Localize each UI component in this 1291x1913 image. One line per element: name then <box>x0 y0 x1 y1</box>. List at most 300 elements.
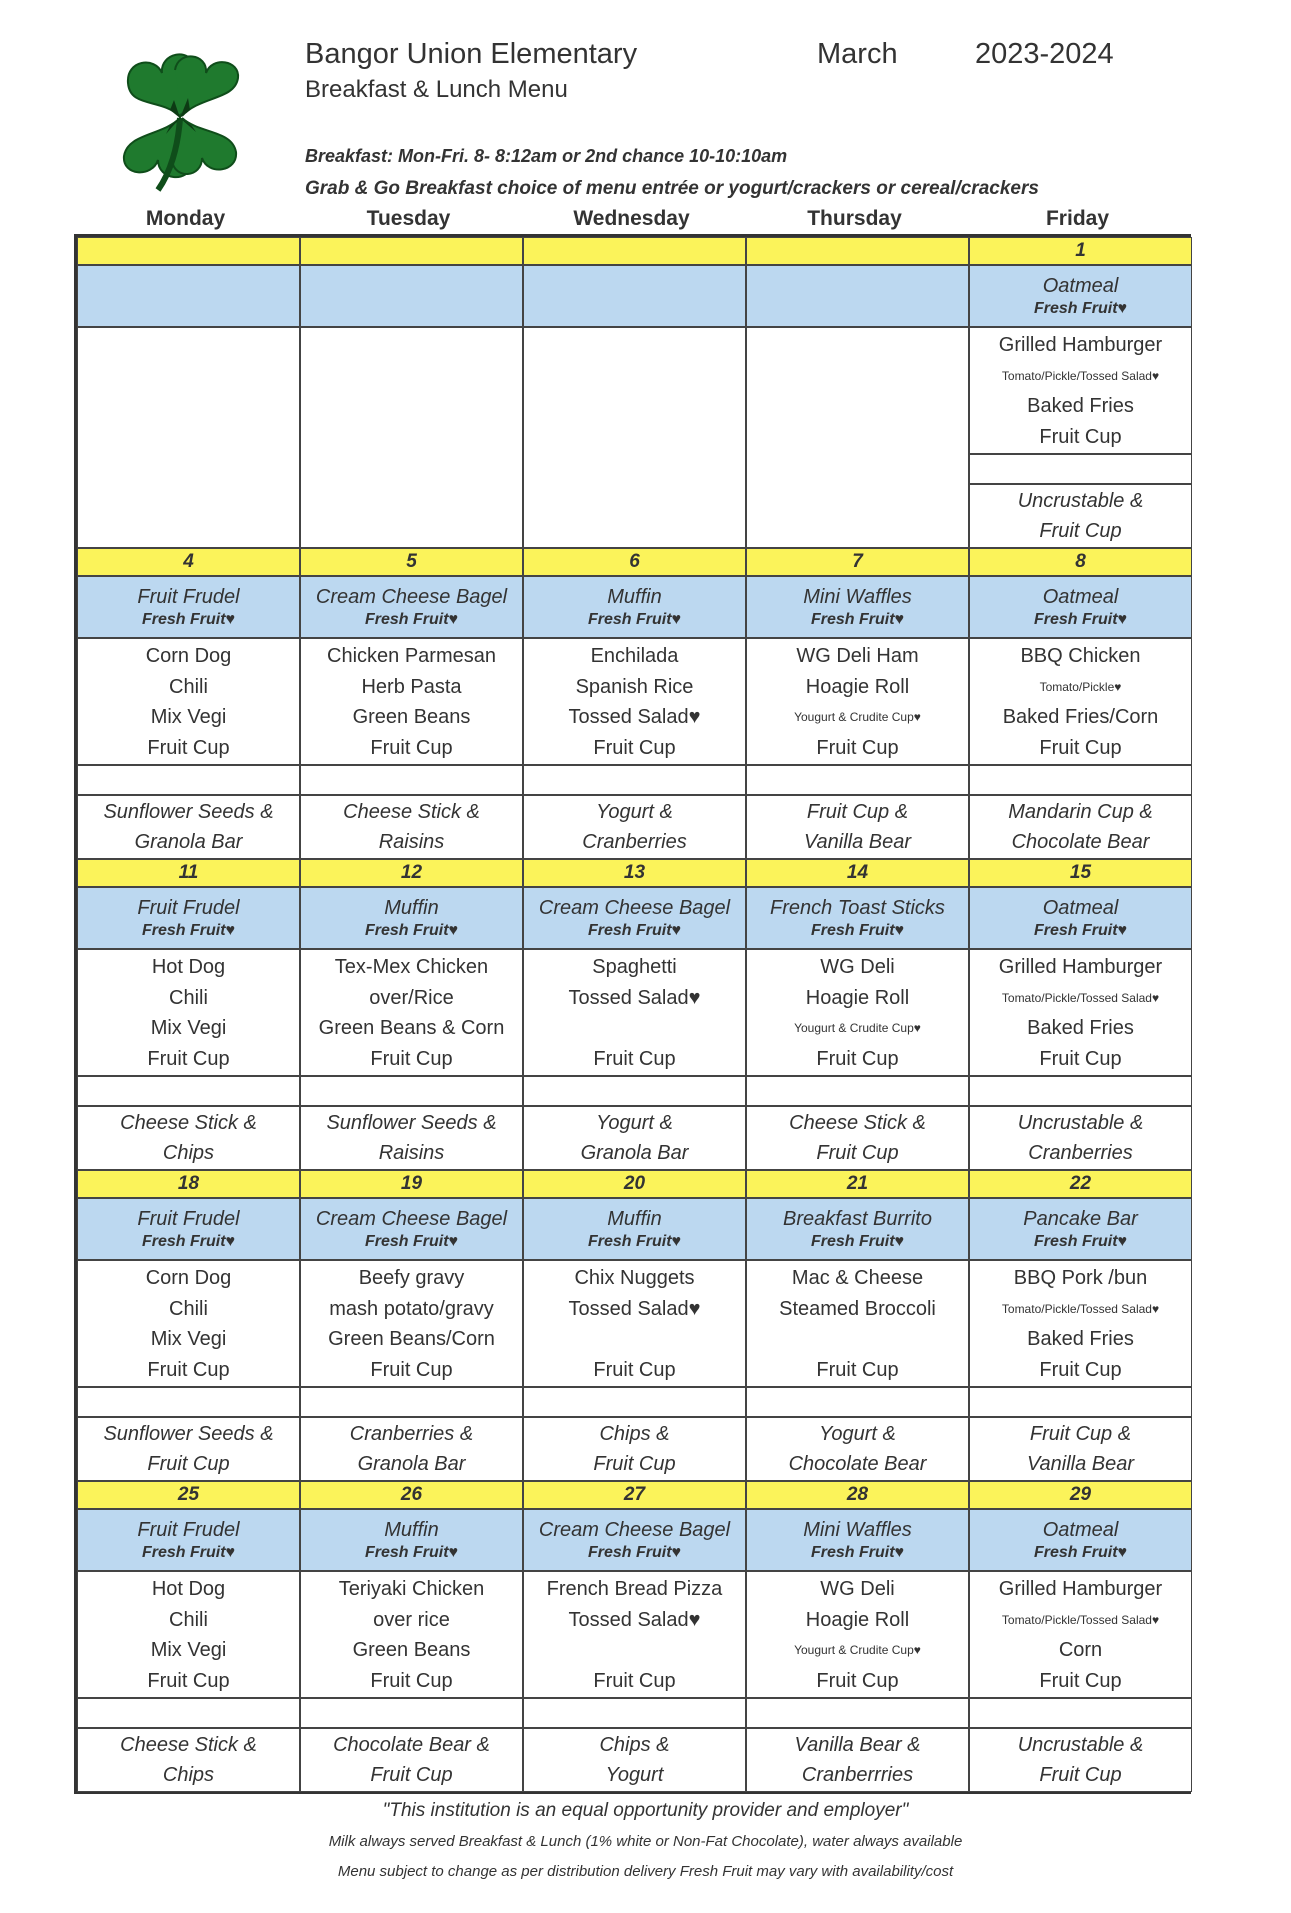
lunch-cell <box>969 1571 1192 1698</box>
lunch-item: Fruit Cup <box>593 1669 676 1692</box>
breakfast-cell <box>300 1509 523 1571</box>
breakfast-fruit: Fresh Fruit♥ <box>810 610 905 628</box>
snack-item: Chips & <box>599 1423 670 1445</box>
menu-month: March <box>817 38 898 70</box>
snack-item: Yogurt & <box>596 801 673 823</box>
breakfast-item: Breakfast Burrito <box>783 1207 932 1230</box>
date-number: 4 <box>183 551 194 572</box>
snack-item: Cranberries <box>582 831 687 853</box>
date-cell <box>523 1481 746 1509</box>
snack-cell <box>523 1106 746 1170</box>
date-cell <box>77 237 300 265</box>
lunch-cell <box>746 1571 969 1698</box>
spacer-cell <box>746 765 969 795</box>
lunch-item: Green Beans/Corn <box>328 1328 495 1350</box>
lunch-item: Hoagie Roll <box>805 1608 910 1631</box>
spacer-cell <box>523 1076 746 1106</box>
lunch-item: Spaghetti <box>592 956 677 978</box>
breakfast-fruit: Fresh Fruit♥ <box>141 1232 236 1250</box>
spacer-cell <box>969 765 1192 795</box>
lunch-cell <box>300 638 523 765</box>
snack-item: Vanilla Bear <box>803 831 912 853</box>
breakfast-cell <box>746 265 969 327</box>
breakfast-cell <box>300 887 523 949</box>
breakfast-cell <box>77 265 300 327</box>
lunch-item: Tossed Salad♥ <box>568 1297 701 1320</box>
lunch-item: Tomato/Pickle/Tossed Salad♥ <box>1001 1301 1160 1316</box>
date-cell <box>746 237 969 265</box>
breakfast-fruit: Fresh Fruit♥ <box>141 1543 236 1561</box>
breakfast-cell <box>523 576 746 638</box>
lunch-item: Fruit Cup <box>370 1047 453 1070</box>
lunch-cell <box>300 1571 523 1698</box>
lunch-item: BBQ Chicken <box>1020 645 1141 667</box>
lunch-cell <box>523 1260 746 1387</box>
snack-item: Raisins <box>378 1142 445 1164</box>
menu-subtitle: Breakfast & Lunch Menu <box>305 76 568 103</box>
date-number: 13 <box>623 862 646 883</box>
snack-item: Chocolate Bear & <box>333 1734 490 1756</box>
breakfast-cell <box>523 1509 746 1571</box>
lunch-item: Teriyaki Chicken <box>338 1578 485 1600</box>
breakfast-fruit: Fresh Fruit♥ <box>1033 1232 1128 1250</box>
lunch-item: Fruit Cup <box>370 736 453 759</box>
date-number: 22 <box>1069 1173 1092 1194</box>
lunch-item: Chili <box>169 1608 208 1631</box>
breakfast-cell <box>77 576 300 638</box>
snack-cell <box>523 795 746 859</box>
lunch-item: Fruit Cup <box>1039 425 1122 448</box>
breakfast-item: Oatmeal <box>1042 896 1119 919</box>
breakfast-cell <box>77 1198 300 1260</box>
lunch-item: Fruit Cup <box>370 1669 453 1692</box>
snack-item: Fruit Cup <box>1039 520 1122 542</box>
lunch-item: Baked Fries <box>1027 395 1134 417</box>
lunch-item: Fruit Cup <box>1039 1358 1122 1381</box>
lunch-cell <box>746 1260 969 1387</box>
lunch-item: Hoagie Roll <box>805 986 910 1009</box>
breakfast-cell <box>77 1509 300 1571</box>
menu-calendar-grid <box>74 234 1191 1794</box>
lunch-item: BBQ Pork /bun <box>1013 1267 1148 1289</box>
snack-item: Yogurt & <box>819 1423 896 1445</box>
spacer-cell <box>523 1387 746 1417</box>
snack-cell <box>523 1417 746 1481</box>
spacer-cell <box>746 1698 969 1728</box>
breakfast-cell <box>300 1198 523 1260</box>
breakfast-item: Cream Cheese Bagel <box>315 1207 508 1230</box>
snack-cell <box>746 1417 969 1481</box>
spacer-cell <box>523 765 746 795</box>
snack-item: Fruit Cup <box>1039 1764 1122 1786</box>
snack-cell <box>300 1728 523 1792</box>
breakfast-fruit: Fresh Fruit♥ <box>364 610 459 628</box>
snack-cell <box>77 1728 300 1792</box>
lunch-item: Chicken Parmesan <box>327 645 496 667</box>
lunch-cell <box>300 949 523 1076</box>
breakfast-fruit: Fresh Fruit♥ <box>1033 299 1128 317</box>
breakfast-cell <box>523 265 746 327</box>
spacer-cell <box>300 765 523 795</box>
lunch-item: Grilled Hamburger <box>998 956 1163 978</box>
spacer-cell <box>300 1387 523 1417</box>
snack-item: Sunflower Seeds & <box>103 1423 274 1445</box>
breakfast-item: Cream Cheese Bagel <box>538 896 731 919</box>
breakfast-fruit: Fresh Fruit♥ <box>587 610 682 628</box>
spacer-cell <box>300 1076 523 1106</box>
lunch-item: Fruit Cup <box>816 736 899 759</box>
date-cell <box>746 1170 969 1198</box>
breakfast-item: Muffin <box>384 1518 439 1541</box>
lunch-item: Fruit Cup <box>147 736 230 759</box>
snack-item: Chips & <box>599 1734 670 1756</box>
lunch-item: Fruit Cup <box>816 1047 899 1070</box>
breakfast-item: Oatmeal <box>1042 1518 1119 1541</box>
date-cell <box>77 1481 300 1509</box>
snack-item: Fruit Cup & <box>806 801 909 823</box>
snack-cell <box>523 1728 746 1792</box>
lunch-item: Tossed Salad♥ <box>568 706 701 728</box>
lunch-item: Chix Nuggets <box>574 1267 695 1289</box>
day-header-thursday: Thursday <box>807 207 902 230</box>
lunch-item: Tomato/Pickle/Tossed Salad♥ <box>1001 368 1160 383</box>
lunch-item: Fruit Cup <box>1039 1047 1122 1070</box>
snack-item: Cranberrries <box>801 1764 914 1786</box>
breakfast-fruit: Fresh Fruit♥ <box>587 921 682 939</box>
breakfast-item: Muffin <box>384 896 439 919</box>
lunch-item: Yougurt & Crudite Cup♥ <box>794 710 921 724</box>
breakfast-cell <box>746 887 969 949</box>
lunch-item <box>524 1013 745 1044</box>
lunch-cell <box>77 638 300 765</box>
breakfast-cell <box>300 265 523 327</box>
date-cell <box>77 1170 300 1198</box>
spacer-cell <box>77 1387 300 1417</box>
date-number: 6 <box>629 551 640 572</box>
lunch-item: Mix Vegi <box>150 1017 227 1039</box>
four-leaf-clover-icon <box>100 38 260 198</box>
snack-item: Cranberries & <box>349 1423 474 1445</box>
lunch-item: Grilled Hamburger <box>998 334 1163 356</box>
breakfast-item: Oatmeal <box>1042 274 1119 297</box>
snack-cell <box>969 1106 1192 1170</box>
lunch-item: over rice <box>373 1608 450 1631</box>
day-header-tuesday: Tuesday <box>366 207 451 230</box>
date-number: 5 <box>406 551 417 572</box>
date-number: 18 <box>177 1173 200 1194</box>
spacer-cell <box>969 1698 1192 1728</box>
snack-cell <box>746 1728 969 1792</box>
breakfast-fruit: Fresh Fruit♥ <box>1033 921 1128 939</box>
lunch-item: Steamed Broccoli <box>779 1297 936 1320</box>
snack-item: Cheese Stick & <box>120 1112 257 1134</box>
date-cell <box>969 237 1192 265</box>
breakfast-item: French Toast Sticks <box>770 896 945 919</box>
lunch-item: Chili <box>169 1297 208 1320</box>
snack-item: Yogurt & <box>596 1112 673 1134</box>
snack-item: Sunflower Seeds & <box>103 801 274 823</box>
breakfast-item: Cream Cheese Bagel <box>538 1518 731 1541</box>
date-cell <box>300 1481 523 1509</box>
snack-cell <box>969 1417 1192 1481</box>
lunch-item: Spanish Rice <box>575 675 694 698</box>
snack-item: Chocolate Bear <box>1011 831 1150 853</box>
date-number: 20 <box>623 1173 646 1194</box>
snack-item: Uncrustable & <box>1017 1734 1144 1756</box>
spacer-cell <box>77 1698 300 1728</box>
date-number: 19 <box>400 1173 423 1194</box>
date-number: 15 <box>1069 862 1092 883</box>
snack-cell <box>77 795 300 859</box>
day-header-monday: Monday <box>145 207 226 230</box>
lunch-item: mash potato/gravy <box>329 1297 494 1320</box>
breakfast-fruit: Fresh Fruit♥ <box>810 921 905 939</box>
date-cell <box>300 548 523 576</box>
snack-item: Chips <box>162 1142 215 1164</box>
snack-item: Yogurt <box>605 1764 664 1786</box>
lunch-item: WG Deli <box>820 956 895 978</box>
date-cell <box>746 548 969 576</box>
snack-item: Vanilla Bear & <box>794 1734 921 1756</box>
snack-item: Fruit Cup <box>593 1453 676 1475</box>
snack-item: Cheese Stick & <box>789 1112 926 1134</box>
snack-item: Vanilla Bear <box>1026 1453 1135 1475</box>
lunch-cell <box>523 949 746 1076</box>
breakfast-fruit: Fresh Fruit♥ <box>364 1543 459 1561</box>
lunch-item <box>524 1635 745 1666</box>
spacer-cell <box>969 1387 1192 1417</box>
lunch-item: Tomato/Pickle/Tossed Salad♥ <box>1001 1612 1160 1627</box>
snack-cell <box>969 484 1192 548</box>
lunch-item: French Bread Pizza <box>546 1578 723 1600</box>
date-number: 12 <box>400 862 423 883</box>
date-number: 14 <box>846 862 869 883</box>
empty-day-cell <box>523 327 746 548</box>
breakfast-item: Fruit Frudel <box>137 1207 240 1230</box>
snack-item: Fruit Cup <box>370 1764 453 1786</box>
lunch-item: WG Deli <box>820 1578 895 1600</box>
breakfast-fruit: Fresh Fruit♥ <box>141 921 236 939</box>
school-year: 2023-2024 <box>975 38 1114 70</box>
lunch-item: Tossed Salad♥ <box>568 986 701 1009</box>
date-cell <box>300 859 523 887</box>
lunch-item: Grilled Hamburger <box>998 1578 1163 1600</box>
breakfast-item: Oatmeal <box>1042 585 1119 608</box>
date-number: 29 <box>1069 1484 1092 1505</box>
lunch-item: Fruit Cup <box>593 1047 676 1070</box>
breakfast-cell <box>969 1509 1192 1571</box>
lunch-item: Green Beans & Corn <box>318 1017 505 1039</box>
breakfast-item: Fruit Frudel <box>137 1518 240 1541</box>
snack-item: Cheese Stick & <box>120 1734 257 1756</box>
spacer-cell <box>746 1387 969 1417</box>
lunch-item: Corn Dog <box>145 645 232 667</box>
snack-item: Fruit Cup & <box>1029 1423 1132 1445</box>
date-cell <box>523 1170 746 1198</box>
lunch-item: over/Rice <box>369 986 454 1009</box>
breakfast-cell <box>969 887 1192 949</box>
breakfast-item: Muffin <box>607 1207 662 1230</box>
breakfast-fruit: Fresh Fruit♥ <box>364 921 459 939</box>
breakfast-item: Mini Waffles <box>803 1518 912 1541</box>
date-number: 8 <box>1075 551 1086 572</box>
date-number: 1 <box>1075 240 1086 261</box>
breakfast-item: Fruit Frudel <box>137 585 240 608</box>
day-header-wednesday: Wednesday <box>573 207 690 230</box>
breakfast-fruit: Fresh Fruit♥ <box>364 1232 459 1250</box>
snack-item: Mandarin Cup & <box>1008 801 1153 823</box>
spacer-cell <box>969 454 1192 484</box>
breakfast-fruit: Fresh Fruit♥ <box>1033 1543 1128 1561</box>
date-cell <box>300 1170 523 1198</box>
lunch-item: Mix Vegi <box>150 1328 227 1350</box>
snack-cell <box>969 795 1192 859</box>
date-cell <box>300 237 523 265</box>
lunch-cell <box>77 1260 300 1387</box>
lunch-cell <box>746 638 969 765</box>
lunch-item: Fruit Cup <box>816 1669 899 1692</box>
date-cell <box>969 859 1192 887</box>
breakfast-item: Fruit Frudel <box>137 896 240 919</box>
breakfast-cell <box>523 887 746 949</box>
breakfast-item: Muffin <box>607 585 662 608</box>
lunch-item: Yougurt & Crudite Cup♥ <box>794 1021 921 1035</box>
empty-day-cell <box>77 327 300 548</box>
lunch-item: Fruit Cup <box>593 736 676 759</box>
lunch-cell <box>523 638 746 765</box>
spacer-cell <box>746 1076 969 1106</box>
lunch-item: Tossed Salad♥ <box>568 1608 701 1631</box>
breakfast-cell <box>77 887 300 949</box>
snack-item: Fruit Cup <box>147 1453 230 1475</box>
snack-item: Sunflower Seeds & <box>326 1112 497 1134</box>
snack-item: Fruit Cup <box>816 1142 899 1164</box>
lunch-item: Herb Pasta <box>361 675 462 698</box>
breakfast-cell <box>746 576 969 638</box>
lunch-cell <box>77 1571 300 1698</box>
lunch-item: Fruit Cup <box>1039 736 1122 759</box>
breakfast-cell <box>969 1198 1192 1260</box>
breakfast-fruit: Fresh Fruit♥ <box>810 1543 905 1561</box>
breakfast-fruit: Fresh Fruit♥ <box>1033 610 1128 628</box>
lunch-cell <box>523 1571 746 1698</box>
breakfast-item: Cream Cheese Bagel <box>315 585 508 608</box>
date-number: 27 <box>623 1484 646 1505</box>
lunch-item: Corn <box>1058 1639 1103 1661</box>
spacer-cell <box>523 1698 746 1728</box>
snack-item: Granola Bar <box>357 1453 466 1475</box>
breakfast-cell <box>523 1198 746 1260</box>
breakfast-fruit: Fresh Fruit♥ <box>587 1543 682 1561</box>
empty-day-cell <box>300 327 523 548</box>
snack-item: Uncrustable & <box>1017 490 1144 512</box>
spacer-cell <box>969 1076 1192 1106</box>
lunch-item: Mix Vegi <box>150 1639 227 1661</box>
date-cell <box>523 859 746 887</box>
breakfast-fruit: Fresh Fruit♥ <box>141 610 236 628</box>
snack-cell <box>300 1106 523 1170</box>
snack-cell <box>969 1728 1192 1792</box>
snack-item: Granola Bar <box>134 831 243 853</box>
lunch-cell <box>300 1260 523 1387</box>
lunch-item: Fruit Cup <box>147 1358 230 1381</box>
day-header-friday: Friday <box>1045 207 1110 230</box>
breakfast-cell <box>746 1198 969 1260</box>
date-number: 21 <box>846 1173 869 1194</box>
date-cell <box>969 1170 1192 1198</box>
lunch-item: Tex-Mex Chicken <box>334 956 489 978</box>
breakfast-item: Pancake Bar <box>1023 1207 1138 1230</box>
date-number: 11 <box>178 862 199 883</box>
spacer-cell <box>77 765 300 795</box>
date-number: 25 <box>177 1484 200 1505</box>
lunch-item <box>747 1324 968 1355</box>
spacer-cell <box>77 1076 300 1106</box>
snack-item: Uncrustable & <box>1017 1112 1144 1134</box>
lunch-item: Baked Fries <box>1027 1017 1134 1039</box>
grab-and-go-note: Grab & Go Breakfast choice of menu entrée or yogurt/crackers or cereal/crackers <box>305 178 1039 199</box>
lunch-item: Chili <box>169 675 208 698</box>
breakfast-cell <box>300 576 523 638</box>
lunch-item: Baked Fries <box>1027 1328 1134 1350</box>
lunch-cell <box>746 949 969 1076</box>
lunch-item: Fruit Cup <box>147 1669 230 1692</box>
lunch-cell <box>969 949 1192 1076</box>
snack-item: Raisins <box>378 831 445 853</box>
lunch-item: WG Deli Ham <box>796 645 919 667</box>
lunch-item: Hot Dog <box>151 1578 226 1600</box>
lunch-item: Green Beans <box>352 1639 471 1661</box>
lunch-item: Fruit Cup <box>147 1047 230 1070</box>
snack-cell <box>300 795 523 859</box>
lunch-item: Chili <box>169 986 208 1009</box>
date-number: 28 <box>846 1484 869 1505</box>
lunch-cell <box>77 949 300 1076</box>
date-cell <box>746 1481 969 1509</box>
lunch-item: Hoagie Roll <box>805 675 910 698</box>
lunch-item: Tomato/Pickle♥ <box>1039 679 1122 694</box>
lunch-item: Fruit Cup <box>816 1358 899 1381</box>
empty-day-cell <box>746 327 969 548</box>
date-number: 7 <box>852 551 863 572</box>
lunch-cell <box>969 327 1192 454</box>
breakfast-hours-note: Breakfast: Mon-Fri. 8- 8:12am or 2nd chance 10-10:10am <box>305 146 788 166</box>
breakfast-cell <box>746 1509 969 1571</box>
snack-item: Cheese Stick & <box>343 801 480 823</box>
date-cell <box>523 548 746 576</box>
date-cell <box>746 859 969 887</box>
lunch-item: Hot Dog <box>151 956 226 978</box>
lunch-item: Enchilada <box>590 645 679 667</box>
lunch-item <box>524 1324 745 1355</box>
lunch-item: Fruit Cup <box>1039 1669 1122 1692</box>
snack-cell <box>77 1106 300 1170</box>
lunch-item: Yougurt & Crudite Cup♥ <box>794 1643 921 1657</box>
lunch-item: Green Beans <box>352 706 471 728</box>
snack-cell <box>746 1106 969 1170</box>
lunch-item: Baked Fries/Corn <box>1002 706 1159 728</box>
date-cell <box>77 548 300 576</box>
date-cell <box>77 859 300 887</box>
snack-cell <box>746 795 969 859</box>
breakfast-cell <box>969 265 1192 327</box>
snack-item: Granola Bar <box>580 1142 689 1164</box>
breakfast-item: Mini Waffles <box>803 585 912 608</box>
lunch-item: Fruit Cup <box>593 1358 676 1381</box>
snack-item: Cranberries <box>1028 1142 1133 1164</box>
lunch-item: Mac & Cheese <box>791 1267 924 1289</box>
school-name: Bangor Union Elementary <box>305 38 638 70</box>
